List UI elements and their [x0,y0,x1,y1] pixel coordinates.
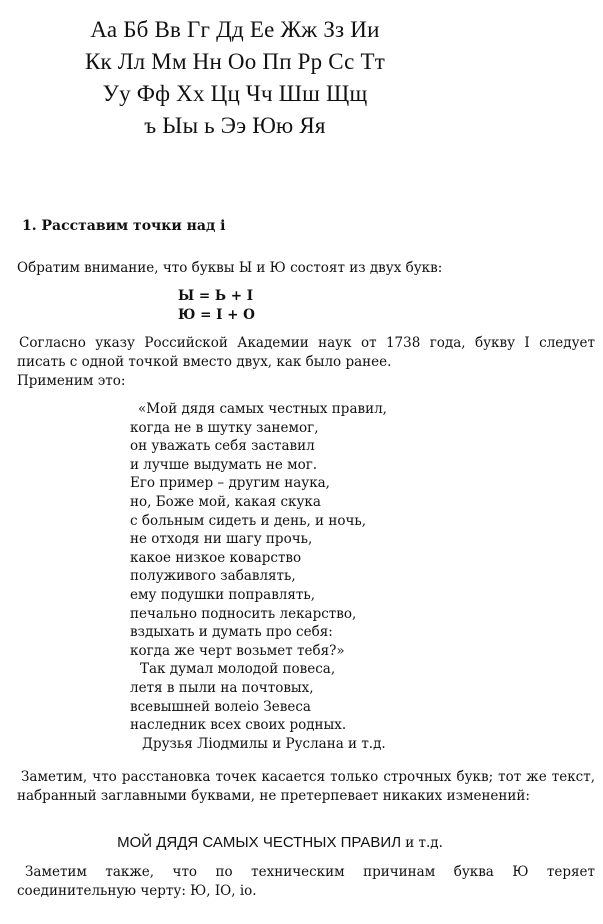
poem-line: с больным сидеть и день, и ночь, [130,512,367,529]
poem-line: вздыхать и думать про себя: [130,624,333,641]
paragraph-remark: Заметим, что расстановка точек касается только строчных букв; тот же текст, набранный заглавными буквами, не претерпевает никаких изменений: [17,769,595,804]
poem-line: ему подушки поправлять, [130,586,315,603]
poem-block [130,400,387,753]
poem-line: всевышней волеіо Зевеса [130,698,311,715]
poem-line: Так думал молодой повеса, [140,661,336,678]
paragraph-final: Заметим также, что по техническим причинам буква Ю теряет соединительную черту: Ю, ІО, іо. [17,864,595,899]
alphabet-line: ъ Ыы ь Ээ Юю Яя [144,113,326,138]
poem-line: «Мой дядя самых честных правил, [138,401,387,417]
poem-line: он уважать себя заставил [130,438,315,455]
paragraph-apply: Применим это: [17,373,126,389]
paragraph-intro: Обратим внимание, что буквы Ы и Ю состоят из двух букв: [17,260,443,276]
poem-line: Его пример – другим наука, [130,475,330,492]
poem-line: наследник всех своих родных. [130,717,347,734]
poem-line: но, Боже мой, какая скука [130,493,321,510]
formula-line: Ы = Ь + І [178,288,254,304]
poem-line: когда же черт возьмет тебя?» [130,642,345,659]
section-heading: 1. Расставим точки над і [22,218,226,234]
poem-line: Друзья Ліодмилы и Руслана и т.д. [142,735,386,752]
caps-text: МОЙ ДЯДЯ САМЫХ ЧЕСТНЫХ ПРАВИЛ [117,834,402,851]
poem-line: какое низкое коварство [130,549,302,566]
formula-block [178,287,255,325]
poem-line: летя в пыли на почтовых, [130,679,314,696]
poem-line: полуживого забавлять, [130,568,296,585]
alphabet-line: Кк Лл Мм Нн Оо Пп Рр Сс Тт [85,49,385,74]
formula-line: Ю = І + О [178,307,255,323]
poem-line: и лучше выдумать не мог. [130,456,318,473]
alphabet-line: Уу Фф Хх Цц Чч Шш Щщ [102,81,368,106]
caps-line [0,834,560,851]
alphabet-block [0,14,470,142]
alphabet-line: Аа Бб Вв Гг Дд Ее Жж Зз Ии [90,17,380,42]
poem-line: не отходя ни шагу прочь, [130,531,313,548]
poem-line: когда не в шутку занемог, [130,419,319,436]
caps-suffix: и т.д. [405,835,443,851]
paragraph-decree: Согласно указу Российской Академии наук от 1738 года, букву І следует писать с одной точкой вместо двух, как было ранее. [17,335,595,370]
poem-line: печально подносить лекарство, [130,605,357,622]
